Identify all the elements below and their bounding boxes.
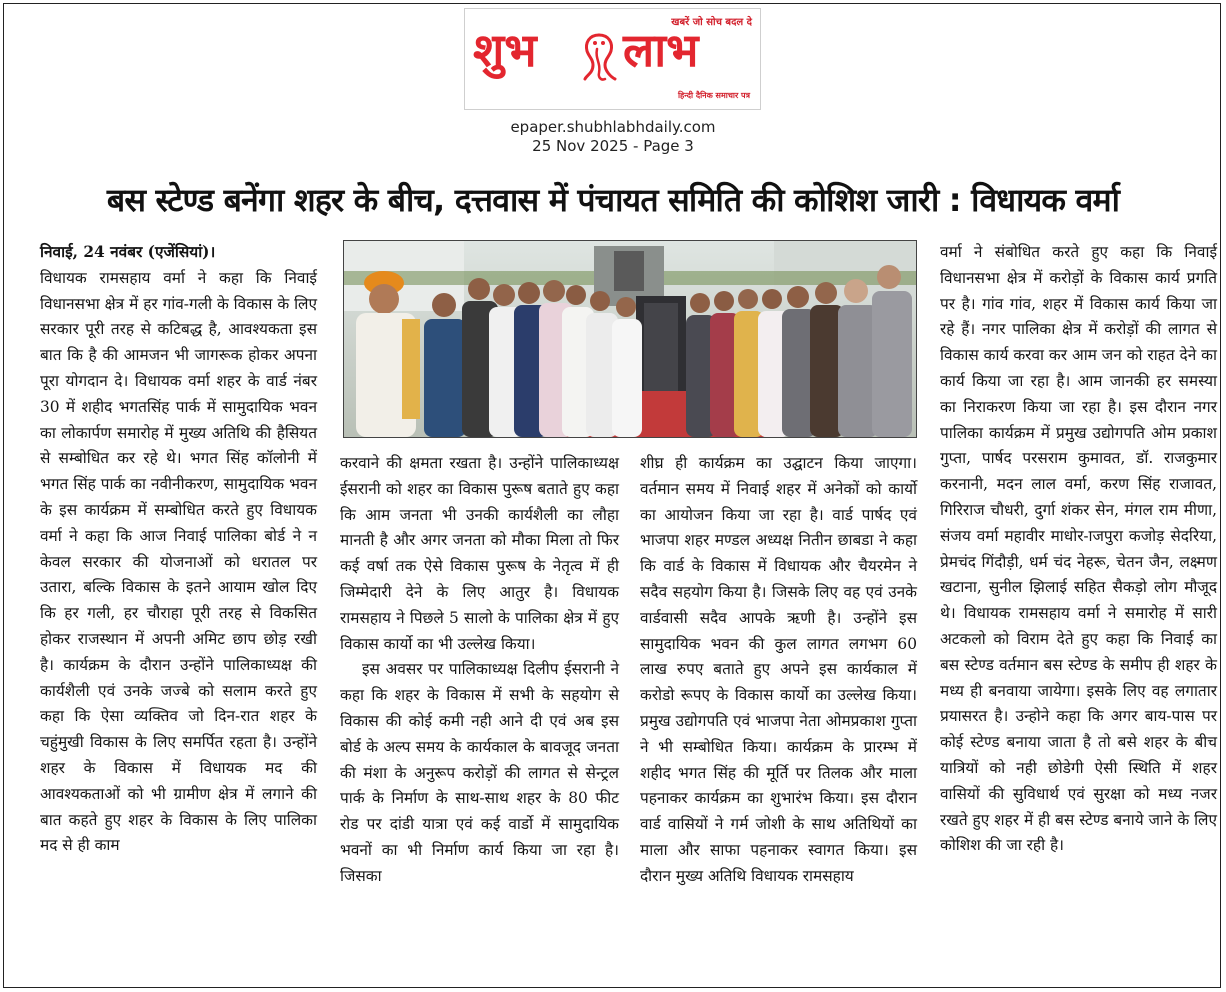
article-column-1 <box>40 240 317 859</box>
masthead-logo[interactable] <box>464 8 761 110</box>
ganesh-icon <box>575 29 623 85</box>
news-photo <box>343 240 917 438</box>
article-column-4 <box>940 240 1217 859</box>
article-column-2 <box>340 451 619 890</box>
masthead-subtitle: हिन्दी दैनिक समाचार पत्र <box>677 91 750 100</box>
group-photo-icon <box>344 241 916 437</box>
article-paragraph: वर्मा ने संबोधित करते हुए कहा कि निवाई विधानसभा क्षेत्र में करोड़ों के विकास कार्य प्रगति पर है। गांव गांव, शहर में विकास कार्य किया जा रहे हैं। नगर पालिका क्षेत्र में करोड़ों की लागत से विकास कार्य करवा कर आम जन को राहत देने का कार्य किया जा रहा है। आम जानकी हर समस्या का निराकरण किया जा रहा है। इस दौरान नगर पालिका कार्यक्रम में प्रमुख उद्योगपति ओम प्रकाश गुप्ता, पार्षद परसराम कुमावत, डॉ. राजकुमार करनानी, मदन लाल वर्मा, करण सिंह राजावत, गिरिराज चौधरी, दुर्गा शंकर सेन, मंगल राम मीणा, संजय वर्मा महावीर माधोर-ाजपुरा कजोड़ सेदरिया, प्रेमचंद गिंदौड़ी, धर्म चंद नेहरू, चेतन जैन, लक्ष्मण खटाना, सुनील झिलाई सहित सैकड़ो लोग मौजूद थे। विधायक रामसहाय वर्मा ने समारोह में सारी अटकलो को विराम देते हुए कहा कि निवाई का बस स्टेण्ड वर्तमान बस स्टेण्ड के समीप ही शहर के मध्य ही बनवाया जायेगा। इसके लिए वह लगातार प्रयासरत है। उन्होने कहा कि अगर बाय-पास पर कोई स्टेण्ड बनाया जाता है तो बसे शहर के बीच यात्रियों को नही छोडेगी ऐसी स्थिति में शहर वासियों की सुविधार्थ एवं सुरक्षा को मध्य नजर रखते हुए शहर में ही बस स्टेण्ड बनाये जाने के लिए कोशिश की जा रही है। <box>940 243 1217 855</box>
edition-date-page: 25 Nov 2025 - Page 3 <box>532 137 694 155</box>
article-dateline: निवाई, 24 नवंबर (एजेंसियां)। <box>40 243 216 261</box>
article-paragraph: इस अवसर पर पालिकाध्यक्ष दिलीप ईसरानी ने कहा कि शहर के विकास में सभी के सहयोग से विकास की कोई कमी नही आने दी एवं अब इस बोर्ड के अल्प समय के कार्यकाल के बावजूद जनता की मंशा के अनुरूप करोड़ों की लागत से सेन्ट्रल पार्क के निर्माण के साथ-साथ शहर के 80 फीट रोड पर दांडी यात्रा एवं कई वार्डो में सामुदायिक भवनों का भी निर्माण कार्य किया जा रहा है। जिसका <box>340 660 619 885</box>
edition-url[interactable]: epaper.shubhlabhdaily.com <box>510 118 716 136</box>
article-paragraph: विधायक रामसहाय वर्मा ने कहा कि निवाई विधानसभा क्षेत्र में हर गांव-गली के विकास के लिए सरकार पूरी तरह से कटिबद्ध है, आवश्यकता इस बात कि है की आमजन भी जागरूक होकर अपना पूरा योगदान दे। विधायक वर्मा शहर के वार्ड नंबर 30 में शहीद भगतसिंह पार्क में सामुदायिक भवन का लोकार्पण समारोह में मुख्य अतिथि की हैसियत से सम्बोधित कर रहे थे। भगत सिंह कॉलोनी में भगत सिंह पार्क का नवीनीकरण, सामुदायिक भवन के इस कार्यक्रम में सम्बोधित करते हुए विधायक वर्मा ने कहा कि आज निवाई पालिका बोर्ड ने न केवल सरकार की योजनाओं को धरातल पर उतारा, बल्कि विकास के इतने आयाम खोल दिए कि हर गली, हर चौराहा पूरी तरह से विकसित होकर राजस्थान में अपनी अमिट छाप छोड़ रखी है। कार्यक्रम के दौरान उन्होंने पालिकाध्यक्ष की कार्यशैली एवं उनके जज्बे को सलाम करते हुए कहा कि ऐसा व्यक्तिव जो दिन-रात शहर के चहुंमुखी विकास के लिए समर्पित रहता है। उन्होंने शहर के विकास में विधायक मद की आवश्यकताओं को भी ग्रामीण क्षेत्र में लगाने की बात कहते हुए शहर के विकास के लिए पालिका मद से ही काम <box>40 268 317 855</box>
article-headline: बस स्टेण्ड बनेंगा शहर के बीच, दत्तवास में पंचायत समिति की कोशिश जारी : विधायक वर्मा <box>106 181 1120 219</box>
masthead-title-right: लाभ <box>623 23 699 77</box>
article-column-3 <box>640 451 917 890</box>
masthead-tagline: खबरें जो सोच बदल दे <box>671 17 752 28</box>
article-paragraph: करवाने की क्षमता रखता है। उन्होंने पालिकाध्यक्ष ईसरानी को शहर का विकास पुरूष बताते हुए कहा कि आम जनता भी उनकी कार्यशैली का लौहा मानती है और अगर जनता को मौका मिला तो फिर कई वर्षा तक ऐसे विकास पुरूष के नेतृत्व में ही जिम्मेदारी देने के लिए आतुर है। विधायक रामसहाय ने पिछले 5 सालो के पालिका क्षेत्र में हुए विकास कार्यो का भी उल्लेख किया। <box>340 454 619 653</box>
article-paragraph: शीघ्र ही कार्यक्रम का उद्घाटन किया जाएगा। वर्तमान समय में निवाई शहर में अनेकों को कार्यो का आयोजन किया जा रहा है। वार्ड पार्षद एवं भाजपा शहर मण्डल अध्यक्ष नितीन छाबडा ने कहा कि वार्ड के विकास में विधायक और चैयरमेन ने सदैव सहयोग किया है। जिसके लिए वह एवं उनके वार्डवासी सदैव आपके ऋणी है। उन्होंने इस सामुदायिक भवन की कुल लागत लगभग 60 लाख रुपए बताते हुए अपने इस कार्यकाल में करोडो रूपए के विकास कार्यो का उल्लेख किया। प्रमुख उद्योगपति एवं भाजपा नेता ओमप्रकाश गुप्ता ने भी सम्बोधित किया। कार्यक्रम के प्रारम्भ में शहीद भगत सिंह की मूर्ति पर तिलक और माला पहनाकर कार्यक्रम का शुभारंभ किया। इस दौरान वार्ड वासियों ने गर्म जोशी के साथ अतिथियों का माला और साफा पहनाकर स्वागत किया। इस दौरान मुख्य अतिथि विधायक रामसहाय <box>640 454 917 885</box>
masthead-title-left: शुभ <box>473 23 537 77</box>
